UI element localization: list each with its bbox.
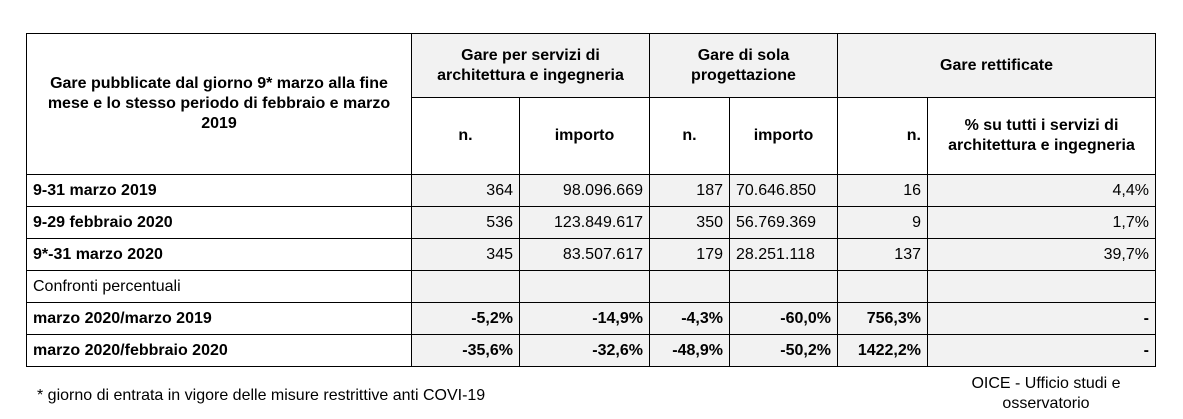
cell: 123.849.617 xyxy=(520,207,650,239)
col-header-percent: % su tutti i servizi di architettura e ingegneria xyxy=(928,98,1156,175)
cell xyxy=(928,271,1156,303)
cell: 364 xyxy=(412,175,520,207)
cell: 56.769.369 xyxy=(730,207,838,239)
cell: -60,0% xyxy=(730,303,838,335)
cell: 28.251.118 xyxy=(730,239,838,271)
col-header-n: n. xyxy=(412,98,520,175)
corner-header: Gare pubblicate dal giorno 9* marzo alla fine mese e lo stesso periodo di febbraio e marzo 2019 xyxy=(27,34,412,175)
col-header-importo: importo xyxy=(730,98,838,175)
cell: 70.646.850 xyxy=(730,175,838,207)
cell: -50,2% xyxy=(730,335,838,367)
cell: 536 xyxy=(412,207,520,239)
cell xyxy=(838,271,928,303)
cell: 345 xyxy=(412,239,520,271)
group-header-rettificate: Gare rettificate xyxy=(838,34,1156,98)
data-table xyxy=(26,33,1156,367)
cell xyxy=(730,271,838,303)
table-row xyxy=(27,175,1156,207)
cell: 1422,2% xyxy=(838,335,928,367)
cell: 9 xyxy=(838,207,928,239)
cell: -32,6% xyxy=(520,335,650,367)
col-header-n: n. xyxy=(650,98,730,175)
footnote: * giorno di entrata in vigore delle misure restrittive anti COVI-19 xyxy=(37,387,486,404)
row-label: 9*-31 marzo 2020 xyxy=(27,239,412,271)
row-label: Confronti percentuali xyxy=(27,271,412,303)
cell: 83.507.617 xyxy=(520,239,650,271)
col-header-n: n. xyxy=(838,98,928,175)
cell: -5,2% xyxy=(412,303,520,335)
cell: 137 xyxy=(838,239,928,271)
cell: 1,7% xyxy=(928,207,1156,239)
cell: 16 xyxy=(838,175,928,207)
table-row xyxy=(27,335,1156,367)
cell: 179 xyxy=(650,239,730,271)
cell: 4,4% xyxy=(928,175,1156,207)
cell: -48,9% xyxy=(650,335,730,367)
cell: -35,6% xyxy=(412,335,520,367)
source-credit: OICE - Ufficio studi e osservatorio xyxy=(971,375,1121,412)
table-row xyxy=(27,303,1156,335)
col-header-importo: importo xyxy=(520,98,650,175)
cell: 39,7% xyxy=(928,239,1156,271)
cell: 98.096.669 xyxy=(520,175,650,207)
cell: -14,9% xyxy=(520,303,650,335)
table-row xyxy=(27,271,1156,303)
row-label: marzo 2020/febbraio 2020 xyxy=(27,335,412,367)
cell: - xyxy=(928,335,1156,367)
row-label: 9-31 marzo 2019 xyxy=(27,175,412,207)
row-label: marzo 2020/marzo 2019 xyxy=(27,303,412,335)
group-header-progettazione: Gare di sola progettazione xyxy=(650,34,838,98)
table-row xyxy=(27,239,1156,271)
cell xyxy=(412,271,520,303)
cell: 187 xyxy=(650,175,730,207)
group-header-architettura: Gare per servizi di architettura e ingegneria xyxy=(412,34,650,98)
cell: - xyxy=(928,303,1156,335)
cell xyxy=(520,271,650,303)
cell: -4,3% xyxy=(650,303,730,335)
cell: 756,3% xyxy=(838,303,928,335)
cell xyxy=(650,271,730,303)
cell: 350 xyxy=(650,207,730,239)
row-label: 9-29 febbraio 2020 xyxy=(27,207,412,239)
table-row xyxy=(27,207,1156,239)
